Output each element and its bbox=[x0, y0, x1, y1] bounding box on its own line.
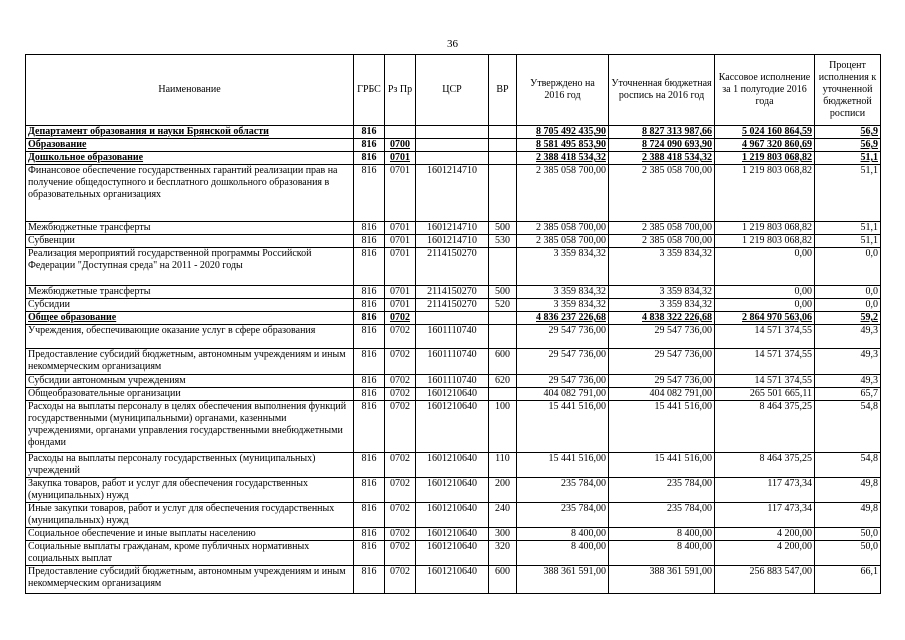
header-cash: Кассовое исполнение за 1 полугодие 2016 года bbox=[715, 55, 815, 126]
cell-approved: 15 441 516,00 bbox=[517, 401, 609, 453]
cell-percent: 59,2 bbox=[815, 312, 881, 325]
cell-rzpr: 0701 bbox=[385, 235, 416, 248]
cell-vr: 620 bbox=[489, 375, 517, 388]
cell-name: Расходы на выплаты персоналу в целях обеспечения выполнения функций государственными (муниципальными) органами, казенными учреждениями, органами управления государственными внебюджетными фондами bbox=[26, 401, 354, 453]
cell-refined: 404 082 791,00 bbox=[609, 388, 715, 401]
cell-grbs: 816 bbox=[354, 248, 385, 286]
cell-name: Субсидии автономным учреждениям bbox=[26, 375, 354, 388]
cell-csr: 2114150270 bbox=[416, 248, 489, 286]
cell-cash: 265 501 665,11 bbox=[715, 388, 815, 401]
cell-percent: 49,8 bbox=[815, 478, 881, 503]
cell-name: Расходы на выплаты персоналу государственных (муниципальных) учреждений bbox=[26, 453, 354, 478]
cell-csr: 1601210640 bbox=[416, 541, 489, 566]
cell-rzpr: 0701 bbox=[385, 248, 416, 286]
cell-refined: 15 441 516,00 bbox=[609, 401, 715, 453]
cell-approved: 388 361 591,00 bbox=[517, 566, 609, 594]
table-row bbox=[26, 503, 881, 528]
cell-grbs: 816 bbox=[354, 235, 385, 248]
cell-cash: 1 219 803 068,82 bbox=[715, 165, 815, 222]
cell-approved: 3 359 834,32 bbox=[517, 286, 609, 299]
cell-refined: 2 385 058 700,00 bbox=[609, 235, 715, 248]
cell-refined: 4 838 322 226,68 bbox=[609, 312, 715, 325]
budget-execution-table bbox=[25, 54, 881, 594]
cell-refined: 8 400,00 bbox=[609, 541, 715, 566]
cell-grbs: 816 bbox=[354, 139, 385, 152]
cell-grbs: 816 bbox=[354, 126, 385, 139]
cell-name: Иные закупки товаров, работ и услуг для обеспечения государственных (муниципальных) нужд bbox=[26, 503, 354, 528]
cell-percent: 51,1 bbox=[815, 152, 881, 165]
cell-approved: 8 581 495 853,90 bbox=[517, 139, 609, 152]
cell-rzpr: 0701 bbox=[385, 222, 416, 235]
cell-cash: 1 219 803 068,82 bbox=[715, 152, 815, 165]
cell-csr bbox=[416, 126, 489, 139]
cell-approved: 4 836 237 226,68 bbox=[517, 312, 609, 325]
cell-percent: 49,3 bbox=[815, 349, 881, 375]
cell-rzpr: 0700 bbox=[385, 139, 416, 152]
cell-refined: 8 827 313 987,66 bbox=[609, 126, 715, 139]
cell-csr: 1601110740 bbox=[416, 375, 489, 388]
cell-csr: 2114150270 bbox=[416, 299, 489, 312]
table-row bbox=[26, 139, 881, 152]
cell-grbs: 816 bbox=[354, 312, 385, 325]
cell-csr: 1601210640 bbox=[416, 388, 489, 401]
cell-approved: 404 082 791,00 bbox=[517, 388, 609, 401]
cell-name: Образование bbox=[26, 139, 354, 152]
cell-vr: 240 bbox=[489, 503, 517, 528]
cell-refined: 15 441 516,00 bbox=[609, 453, 715, 478]
cell-approved: 2 385 058 700,00 bbox=[517, 222, 609, 235]
cell-name: Общеобразовательные организации bbox=[26, 388, 354, 401]
cell-cash: 5 024 160 864,59 bbox=[715, 126, 815, 139]
cell-name: Субсидии bbox=[26, 299, 354, 312]
cell-cash: 8 464 375,25 bbox=[715, 453, 815, 478]
cell-vr: 300 bbox=[489, 528, 517, 541]
cell-name: Межбюджетные трансферты bbox=[26, 286, 354, 299]
cell-vr: 110 bbox=[489, 453, 517, 478]
cell-percent: 51,1 bbox=[815, 165, 881, 222]
table-row bbox=[26, 541, 881, 566]
cell-vr bbox=[489, 165, 517, 222]
cell-vr: 530 bbox=[489, 235, 517, 248]
cell-csr: 1601214710 bbox=[416, 222, 489, 235]
cell-refined: 29 547 736,00 bbox=[609, 349, 715, 375]
cell-approved: 2 388 418 534,32 bbox=[517, 152, 609, 165]
page-number: 36 bbox=[447, 38, 458, 50]
cell-grbs: 816 bbox=[354, 566, 385, 594]
cell-csr bbox=[416, 312, 489, 325]
cell-cash: 1 219 803 068,82 bbox=[715, 235, 815, 248]
cell-approved: 8 400,00 bbox=[517, 541, 609, 566]
cell-cash: 256 883 547,00 bbox=[715, 566, 815, 594]
cell-percent: 50,0 bbox=[815, 541, 881, 566]
cell-grbs: 816 bbox=[354, 388, 385, 401]
cell-rzpr: 0702 bbox=[385, 541, 416, 566]
cell-vr bbox=[489, 139, 517, 152]
cell-cash: 8 464 375,25 bbox=[715, 401, 815, 453]
cell-csr: 1601110740 bbox=[416, 325, 489, 349]
cell-csr: 1601210640 bbox=[416, 401, 489, 453]
cell-name: Учреждения, обеспечивающие оказание услуг в сфере образования bbox=[26, 325, 354, 349]
cell-vr bbox=[489, 248, 517, 286]
cell-cash: 117 473,34 bbox=[715, 503, 815, 528]
cell-rzpr: 0702 bbox=[385, 566, 416, 594]
cell-name: Закупка товаров, работ и услуг для обеспечения государственных (муниципальных) нужд bbox=[26, 478, 354, 503]
table-row bbox=[26, 165, 881, 222]
cell-percent: 49,3 bbox=[815, 375, 881, 388]
cell-refined: 2 385 058 700,00 bbox=[609, 222, 715, 235]
cell-csr: 1601210640 bbox=[416, 566, 489, 594]
table-row bbox=[26, 566, 881, 594]
cell-approved: 2 385 058 700,00 bbox=[517, 165, 609, 222]
cell-refined: 8 724 090 693,90 bbox=[609, 139, 715, 152]
cell-rzpr: 0701 bbox=[385, 165, 416, 222]
cell-vr: 500 bbox=[489, 286, 517, 299]
cell-cash: 14 571 374,55 bbox=[715, 375, 815, 388]
table-row bbox=[26, 286, 881, 299]
table-row bbox=[26, 222, 881, 235]
table-row bbox=[26, 248, 881, 286]
cell-percent: 56,9 bbox=[815, 126, 881, 139]
cell-approved: 3 359 834,32 bbox=[517, 248, 609, 286]
table-row bbox=[26, 312, 881, 325]
cell-refined: 2 385 058 700,00 bbox=[609, 165, 715, 222]
cell-name: Реализация мероприятий государственной программы Российской Федерации "Доступная среда" на 2011 - 2020 годы bbox=[26, 248, 354, 286]
cell-percent: 49,8 bbox=[815, 503, 881, 528]
cell-name: Финансовое обеспечение государственных гарантий реализации прав на получение общедоступного и бесплатного дошкольного образования в образовательных организациях bbox=[26, 165, 354, 222]
cell-percent: 50,0 bbox=[815, 528, 881, 541]
cell-vr: 320 bbox=[489, 541, 517, 566]
cell-vr: 500 bbox=[489, 222, 517, 235]
cell-rzpr: 0702 bbox=[385, 478, 416, 503]
table-row bbox=[26, 235, 881, 248]
cell-refined: 29 547 736,00 bbox=[609, 375, 715, 388]
cell-csr: 1601210640 bbox=[416, 503, 489, 528]
cell-name: Субвенции bbox=[26, 235, 354, 248]
cell-vr: 600 bbox=[489, 349, 517, 375]
table-row bbox=[26, 401, 881, 453]
cell-refined: 2 388 418 534,32 bbox=[609, 152, 715, 165]
cell-cash: 14 571 374,55 bbox=[715, 349, 815, 375]
cell-grbs: 816 bbox=[354, 325, 385, 349]
cell-grbs: 816 bbox=[354, 165, 385, 222]
cell-name: Межбюджетные трансферты bbox=[26, 222, 354, 235]
cell-vr bbox=[489, 325, 517, 349]
cell-percent: 54,8 bbox=[815, 401, 881, 453]
cell-name: Дошкольное образование bbox=[26, 152, 354, 165]
header-vr: ВР bbox=[489, 55, 517, 126]
cell-percent: 0,0 bbox=[815, 286, 881, 299]
cell-percent: 51,1 bbox=[815, 235, 881, 248]
cell-cash: 2 864 970 563,06 bbox=[715, 312, 815, 325]
cell-refined: 3 359 834,32 bbox=[609, 299, 715, 312]
cell-csr bbox=[416, 139, 489, 152]
cell-vr bbox=[489, 152, 517, 165]
cell-name: Общее образование bbox=[26, 312, 354, 325]
header-csr: ЦСР bbox=[416, 55, 489, 126]
header-refined: Уточненная бюджетная роспись на 2016 год bbox=[609, 55, 715, 126]
table-row bbox=[26, 453, 881, 478]
cell-cash: 14 571 374,55 bbox=[715, 325, 815, 349]
cell-percent: 65,7 bbox=[815, 388, 881, 401]
cell-grbs: 816 bbox=[354, 528, 385, 541]
cell-approved: 8 705 492 435,90 bbox=[517, 126, 609, 139]
table-body bbox=[26, 126, 881, 594]
cell-csr: 1601210640 bbox=[416, 478, 489, 503]
cell-grbs: 816 bbox=[354, 152, 385, 165]
cell-vr bbox=[489, 126, 517, 139]
cell-approved: 29 547 736,00 bbox=[517, 349, 609, 375]
table-row bbox=[26, 375, 881, 388]
cell-grbs: 816 bbox=[354, 541, 385, 566]
cell-vr bbox=[489, 312, 517, 325]
cell-grbs: 816 bbox=[354, 401, 385, 453]
cell-vr bbox=[489, 388, 517, 401]
cell-refined: 3 359 834,32 bbox=[609, 286, 715, 299]
header-name: Наименование bbox=[26, 55, 354, 126]
cell-approved: 2 385 058 700,00 bbox=[517, 235, 609, 248]
cell-rzpr: 0701 bbox=[385, 286, 416, 299]
cell-vr: 520 bbox=[489, 299, 517, 312]
cell-cash: 4 200,00 bbox=[715, 528, 815, 541]
cell-percent: 49,3 bbox=[815, 325, 881, 349]
cell-rzpr: 0702 bbox=[385, 401, 416, 453]
cell-rzpr: 0702 bbox=[385, 388, 416, 401]
cell-rzpr: 0702 bbox=[385, 453, 416, 478]
cell-rzpr: 0702 bbox=[385, 325, 416, 349]
cell-cash: 4 967 320 860,69 bbox=[715, 139, 815, 152]
table-row bbox=[26, 325, 881, 349]
cell-refined: 235 784,00 bbox=[609, 478, 715, 503]
cell-refined: 3 359 834,32 bbox=[609, 248, 715, 286]
cell-name: Предоставление субсидий бюджетным, автономным учреждениям и иным некоммерческим организациям bbox=[26, 566, 354, 594]
cell-refined: 8 400,00 bbox=[609, 528, 715, 541]
cell-refined: 388 361 591,00 bbox=[609, 566, 715, 594]
cell-percent: 51,1 bbox=[815, 222, 881, 235]
table-row bbox=[26, 478, 881, 503]
cell-grbs: 816 bbox=[354, 478, 385, 503]
cell-csr bbox=[416, 152, 489, 165]
cell-grbs: 816 bbox=[354, 286, 385, 299]
table-row bbox=[26, 126, 881, 139]
cell-name: Социальные выплаты гражданам, кроме публичных нормативных социальных выплат bbox=[26, 541, 354, 566]
cell-percent: 66,1 bbox=[815, 566, 881, 594]
cell-rzpr: 0702 bbox=[385, 312, 416, 325]
cell-percent: 0,0 bbox=[815, 248, 881, 286]
cell-grbs: 816 bbox=[354, 349, 385, 375]
cell-rzpr: 0702 bbox=[385, 375, 416, 388]
cell-percent: 0,0 bbox=[815, 299, 881, 312]
cell-refined: 29 547 736,00 bbox=[609, 325, 715, 349]
cell-approved: 235 784,00 bbox=[517, 503, 609, 528]
cell-cash: 4 200,00 bbox=[715, 541, 815, 566]
table-row bbox=[26, 388, 881, 401]
cell-grbs: 816 bbox=[354, 375, 385, 388]
cell-vr: 100 bbox=[489, 401, 517, 453]
header-rzpr: Рз Пр bbox=[385, 55, 416, 126]
cell-rzpr: 0701 bbox=[385, 152, 416, 165]
header-grbs: ГРБС bbox=[354, 55, 385, 126]
table-row bbox=[26, 152, 881, 165]
cell-cash: 1 219 803 068,82 bbox=[715, 222, 815, 235]
cell-grbs: 816 bbox=[354, 222, 385, 235]
table-row bbox=[26, 349, 881, 375]
cell-cash: 117 473,34 bbox=[715, 478, 815, 503]
cell-name: Социальное обеспечение и иные выплаты населению bbox=[26, 528, 354, 541]
cell-approved: 8 400,00 bbox=[517, 528, 609, 541]
header-percent: Процент исполнения к уточненной бюджетной росписи bbox=[815, 55, 881, 126]
cell-rzpr: 0701 bbox=[385, 299, 416, 312]
cell-approved: 15 441 516,00 bbox=[517, 453, 609, 478]
cell-cash: 0,00 bbox=[715, 248, 815, 286]
cell-cash: 0,00 bbox=[715, 299, 815, 312]
cell-grbs: 816 bbox=[354, 299, 385, 312]
cell-cash: 0,00 bbox=[715, 286, 815, 299]
cell-csr: 1601214710 bbox=[416, 235, 489, 248]
cell-csr: 1601214710 bbox=[416, 165, 489, 222]
cell-csr: 1601210640 bbox=[416, 453, 489, 478]
header-approved: Утверждено на 2016 год bbox=[517, 55, 609, 126]
cell-approved: 3 359 834,32 bbox=[517, 299, 609, 312]
cell-grbs: 816 bbox=[354, 453, 385, 478]
table-row bbox=[26, 528, 881, 541]
cell-csr: 1601210640 bbox=[416, 528, 489, 541]
cell-name: Предоставление субсидий бюджетным, автономным учреждениям и иным некоммерческим организациям bbox=[26, 349, 354, 375]
cell-csr: 1601110740 bbox=[416, 349, 489, 375]
cell-percent: 56,9 bbox=[815, 139, 881, 152]
cell-rzpr: 0702 bbox=[385, 528, 416, 541]
cell-vr: 200 bbox=[489, 478, 517, 503]
cell-approved: 29 547 736,00 bbox=[517, 375, 609, 388]
cell-name: Департамент образования и науки Брянской области bbox=[26, 126, 354, 139]
table-header-row bbox=[26, 55, 881, 126]
table-row bbox=[26, 299, 881, 312]
cell-approved: 235 784,00 bbox=[517, 478, 609, 503]
cell-rzpr: 0702 bbox=[385, 349, 416, 375]
cell-rzpr bbox=[385, 126, 416, 139]
cell-rzpr: 0702 bbox=[385, 503, 416, 528]
cell-grbs: 816 bbox=[354, 503, 385, 528]
cell-vr: 600 bbox=[489, 566, 517, 594]
cell-percent: 54,8 bbox=[815, 453, 881, 478]
cell-approved: 29 547 736,00 bbox=[517, 325, 609, 349]
cell-refined: 235 784,00 bbox=[609, 503, 715, 528]
cell-csr: 2114150270 bbox=[416, 286, 489, 299]
